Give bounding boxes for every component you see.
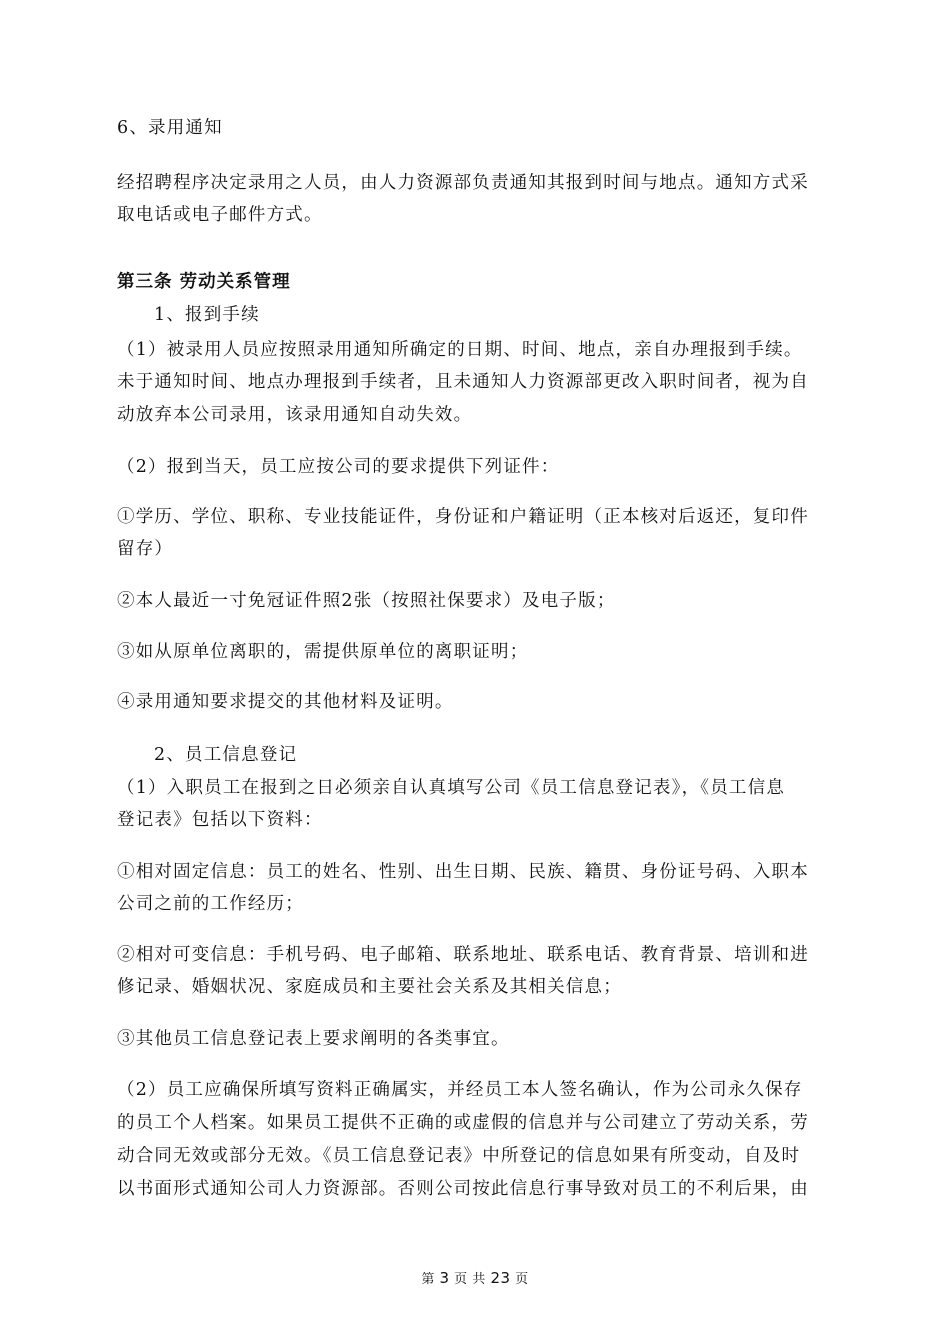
- list-item: ③如从原单位离职的，需提供原单位的离职证明；: [117, 642, 529, 662]
- list-item: ③其他员工信息登记表上要求阐明的各类事宜。: [117, 1029, 510, 1049]
- paragraph-line: 未于通知时间、地点办理报到手续者，且未通知人力资源部更改入职时间者，视为自: [117, 372, 809, 392]
- list-item: ④录用通知要求提交的其他材料及证明。: [117, 692, 454, 712]
- footer-prefix: 第: [421, 1272, 435, 1287]
- page-footer: [0, 1268, 950, 1287]
- footer-middle: 页 共: [454, 1272, 486, 1287]
- paragraph-line: 动放弃本公司录用，该录用通知自动失效。: [117, 405, 473, 425]
- paragraph-line: （1）入职员工在报到之日必须亲自认真填写公司《员工信息登记表》，《员工信息: [117, 778, 786, 798]
- list-item: ①相对固定信息：员工的姓名、性别、出生日期、民族、籍贯、身份证号码、入职本: [117, 862, 809, 882]
- paragraph-line: 取电话或电子邮件方式。: [117, 205, 323, 225]
- list-item: ①学历、学位、职称、专业技能证件，身份证和户籍证明（正本核对后返还，复印件: [117, 507, 809, 527]
- list-item: 公司之前的工作经历；: [117, 894, 304, 914]
- paragraph-line: 的员工个人档案。如果员工提供不正确的或虚假的信息并与公司建立了劳动关系，劳: [117, 1113, 809, 1133]
- subsection-heading: 1、报到手续: [154, 305, 260, 325]
- paragraph-line: 以书面形式通知公司人力资源部。否则公司按此信息行事导致对员工的不利后果，由: [117, 1179, 809, 1199]
- list-item: ②本人最近一寸免冠证件照2张（按照社保要求）及电子版；: [117, 591, 616, 611]
- paragraph-line: 登记表》包括以下资料：: [117, 810, 323, 830]
- article-title: 第三条 劳动关系管理: [117, 272, 291, 292]
- paragraph-line: 经招聘程序决定录用之人员，由人力资源部负责通知其报到时间与地点。通知方式采: [117, 173, 809, 193]
- paragraph-line: （1）被录用人员应按照录用通知所确定的日期、时间、地点，亲自办理报到手续。: [117, 340, 803, 360]
- current-page-number: 3: [439, 1269, 450, 1287]
- subsection-heading: 2、员工信息登记: [154, 745, 298, 765]
- section-heading: 6、录用通知: [117, 118, 223, 138]
- total-pages-number: 23: [490, 1269, 511, 1287]
- list-item: 留存）: [117, 539, 174, 559]
- paragraph-line: （2）员工应确保所填写资料正确属实，并经员工本人签名确认，作为公司永久保存: [117, 1080, 803, 1100]
- list-item: 修记录、婚姻状况、家庭成员和主要社会关系及其相关信息；: [117, 977, 622, 997]
- footer-suffix: 页: [515, 1272, 529, 1287]
- paragraph-line: 动合同无效或部分无效。《员工信息登记表》中所登记的信息如果有所变动，自及时: [117, 1146, 801, 1166]
- paragraph-line: （2）报到当天，员工应按公司的要求提供下列证件：: [117, 457, 560, 477]
- list-item: ②相对可变信息：手机号码、电子邮箱、联系地址、联系电话、教育背景、培训和进: [117, 945, 809, 965]
